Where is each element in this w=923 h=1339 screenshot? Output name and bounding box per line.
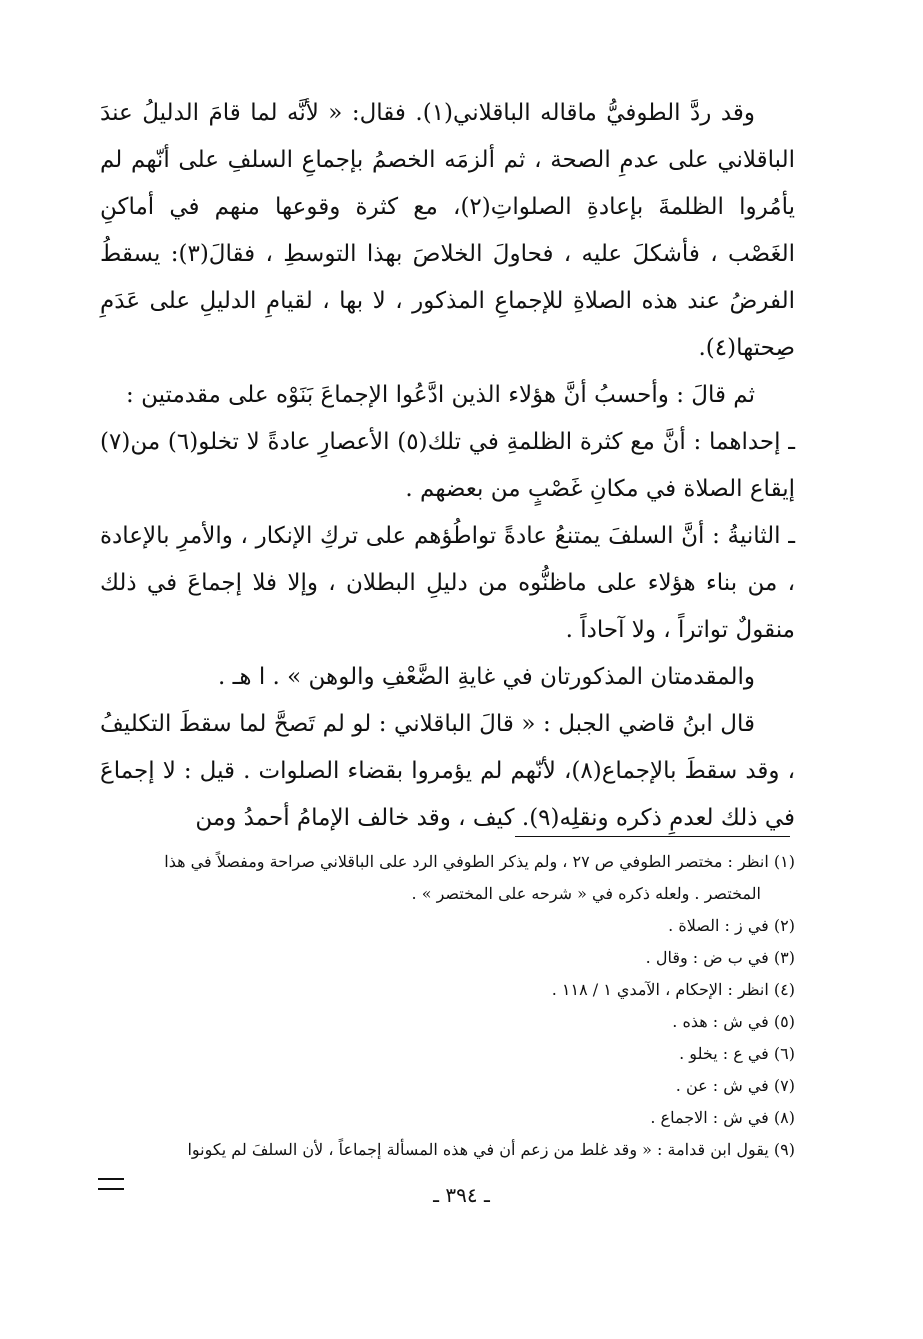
- footnote-2: (٢) في ز : الصلاة .: [668, 916, 795, 935]
- paragraph-6: قال ابنُ قاضي الجبل : « قالَ الباقلاني : لو لم تَصحَّ لما سقطَ التكليفُ ، وقد سقطَ بالإجماع(٨)، لأنّهم لم يؤمروا بقضاء الصلوات . قيل : لا إجماعَ في ذلك لعدمِ ذكره ونقلِه(٩). كيف ، وقد خالف الإمامُ أحمدُ ومن: [100, 711, 795, 831]
- paragraph-2: ثم قالَ : وأحسبُ أنَّ هؤلاء الذين ادَّعُوا الإجماعَ بَنَوْه على مقدمتين :: [126, 382, 755, 408]
- paragraph-1: وقد ردَّ الطوفيُّ ماقاله الباقلاني(١). فقال: « لأنَّه لما قامَ الدليلُ عندَ الباقلاني على عدمِ الصحة ، ثم ألزمَه الخصمُ بإجماعِ السلفِ على أنّهم لم يأمُروا الظلمةَ بإعادةِ الصلواتِ(٢)، مع كثرة وقوعها منهم في أماكنِ الغَصْب ، فأشكلَ عليه ، فحاولَ الخلاصَ بهذا التوسطِ ، فقالَ(٣): يسقطُ الفرضُ عند هذه الصلاةِ للإجماعِ المذكور ، لا بها ، لقيامِ الدليلِ على عَدَمِ صِحتها(٤).: [100, 100, 795, 361]
- footnote-9: (٩) يقول ابن قدامة : « وقد غلط من زعم أن في هذه المسألة إجماعاً ، لأن السلفَ لم يكونوا: [187, 1140, 795, 1159]
- footnote-7: (٧) في ش : عن .: [675, 1076, 795, 1095]
- footnote-3: (٣) في ب ض : وقال .: [645, 948, 795, 967]
- footnote-4: (٤) انظر : الإحكام ، الآمدي ١ / ١١٨ .: [551, 980, 795, 999]
- paragraph-3: ـ إحداهما : أنَّ مع كثرة الظلمةِ في تلك(٥) الأعصارِ عادةً لا تخلو(٦) من(٧) إيقاع الصلاة في مكانِ غَصْبٍ من بعضهم .: [100, 429, 796, 502]
- paragraph-5: والمقدمتان المذكورتان في غايةِ الضَّعْفِ والوهن » . ا هـ .: [218, 664, 755, 690]
- paragraph-4: ـ الثانيةُ : أنَّ السلفَ يمتنعُ عادةً تواطُؤهم على تركِ الإنكار ، والأمرِ بالإعادة ، من بناء هؤلاء على ماظنُّوه من دليلِ البطلان ، وإلا فلا إجماعَ في ذلك منقولٌ تواتراً ، ولا آحاداً .: [100, 523, 795, 643]
- footnote-1: (١) انظر : مختصر الطوفي ص ٢٧ ، ولم يذكر الطوفي الرد على الباقلاني صراحة ومفصلاً في هذا: [164, 852, 795, 871]
- footnote-5: (٥) في ش : هذه .: [672, 1012, 795, 1031]
- body-text: [100, 90, 795, 842]
- footnotes: [100, 846, 795, 1166]
- footnote-8: (٨) في ش : الاجماع .: [650, 1108, 795, 1127]
- main-text: [100, 90, 795, 842]
- footnote-divider: [515, 836, 790, 837]
- footnote-6: (٦) في ع : يخلو .: [679, 1044, 795, 1063]
- page-number: ـ ٣٩٤ ـ: [433, 1183, 490, 1207]
- footnote-1-continued: المختصر . ولعله ذكره في « شرحه على المختصر » .: [411, 884, 761, 903]
